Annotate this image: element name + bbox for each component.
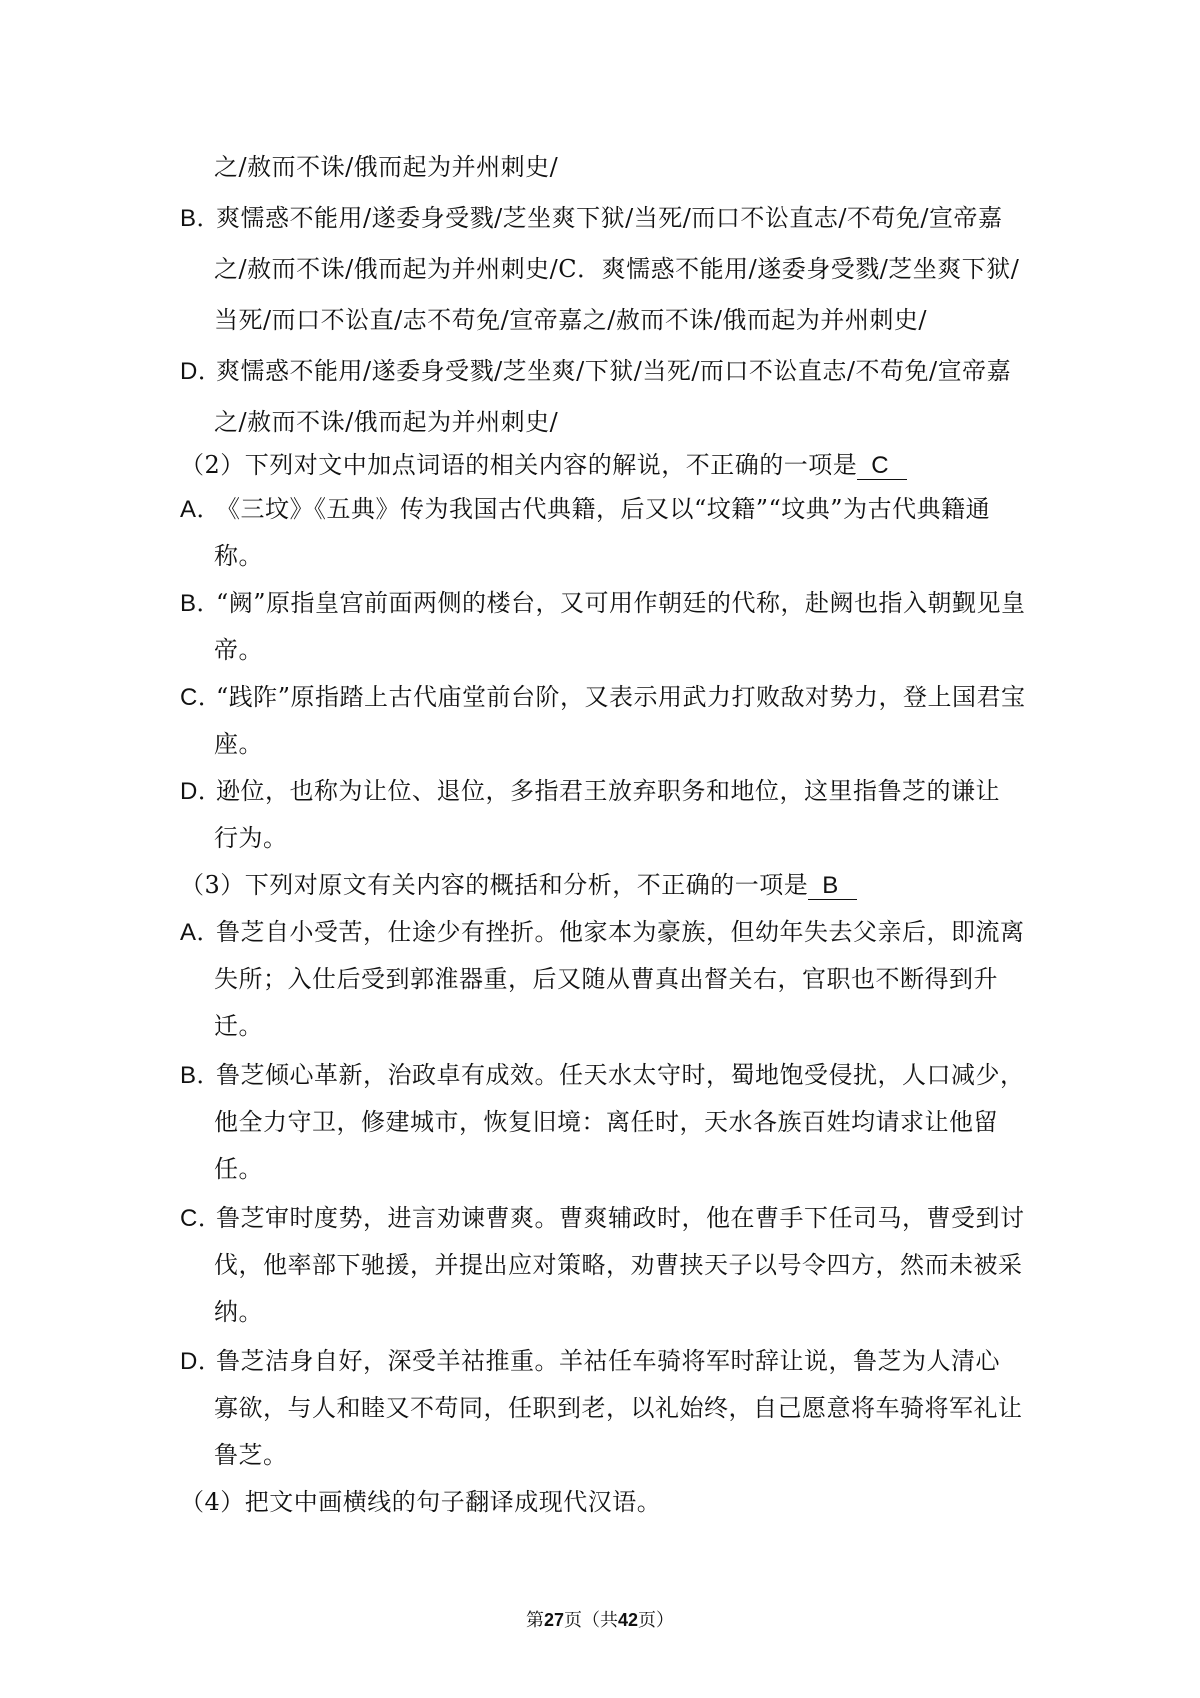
text: 帝。 xyxy=(214,636,263,664)
option-continuation xyxy=(214,964,998,994)
total-pages: 42 xyxy=(618,1610,639,1630)
option-text: 爽懦惑不能用/遂委身受戮/芝坐爽下狱/当死/而口不讼直志/不苟免/宣帝嘉 xyxy=(216,204,1003,232)
text: 当死/而口不讼直/志不苟免/宣帝嘉之/赦而不诛/俄而起为并州刺史/ xyxy=(214,306,928,334)
page-footer xyxy=(0,1608,1200,1633)
option-continuation xyxy=(214,1393,1023,1423)
question-text: （3）下列对原文有关内容的概括和分析，不正确的一项是 xyxy=(180,871,809,899)
option-text: 鲁芝自小受苦，仕途少有挫折。他家本为豪族，但幼年失去父亲后，即流离 xyxy=(216,918,1025,946)
q3-option-a xyxy=(180,917,1025,948)
option-text: “践阼”原指踏上古代庙堂前台阶，又表示用武力打败敌对势力，登上国君宝 xyxy=(216,683,1026,711)
option-continuation xyxy=(214,254,1019,284)
question-text: （4）把文中画横线的句子翻译成现代汉语。 xyxy=(180,1488,662,1516)
text: 之/赦而不诛/俄而起为并州刺史/ xyxy=(214,153,559,181)
text: 行为。 xyxy=(214,824,288,852)
option-text: 鲁芝审时度势，进言劝谏曹爽。曹爽辅政时，他在曹手下任司马，曹受到讨 xyxy=(216,1204,1025,1232)
option-label: A． xyxy=(180,496,222,523)
answer-blank: B xyxy=(808,873,857,900)
text: 纳。 xyxy=(214,1298,263,1326)
option-d xyxy=(180,356,1011,387)
option-continuation xyxy=(214,1440,288,1470)
option-text: 鲁芝倾心革新，治政卓有成效。任天水太守时，蜀地饱受侵扰，人口减少， xyxy=(216,1061,1025,1089)
option-continuation xyxy=(214,1107,998,1137)
q3-option-b xyxy=(180,1060,1025,1091)
q2-option-a xyxy=(180,494,990,525)
option-text: 《三坟》《五典》传为我国古代典籍，后又以“坟籍”“坟典”为古代典籍通 xyxy=(216,495,991,523)
q2-option-b xyxy=(180,588,1026,619)
text: 之/赦而不诛/俄而起为并州刺史/C．爽懦惑不能用/遂委身受戮/芝坐爽下狱/ xyxy=(214,255,1020,283)
option-continuation xyxy=(214,152,558,182)
footer-middle: 页（共 xyxy=(564,1610,618,1631)
footer-suffix: 页） xyxy=(638,1610,675,1631)
option-text: 逊位，也称为让位、退位，多指君王放弃职务和地位，这里指鲁芝的谦让 xyxy=(216,777,1000,805)
option-label: C． xyxy=(180,1205,223,1232)
q2-option-c xyxy=(180,682,1026,713)
option-continuation xyxy=(214,635,263,665)
option-continuation xyxy=(214,823,288,853)
option-text: 鲁芝洁身自好，深受羊祜推重。羊祜任车骑将军时辞让说，鲁芝为人清心 xyxy=(216,1347,1000,1375)
text: 任。 xyxy=(214,1155,263,1183)
option-continuation xyxy=(214,1154,263,1184)
option-continuation xyxy=(214,407,558,437)
option-label: D． xyxy=(180,1348,223,1375)
q3-option-c xyxy=(180,1203,1025,1234)
text: 称。 xyxy=(214,542,263,570)
option-label: D． xyxy=(180,358,223,385)
option-label: A． xyxy=(180,919,222,946)
question-text: （2）下列对文中加点词语的相关内容的解说，不正确的一项是 xyxy=(180,451,858,479)
option-continuation xyxy=(214,305,927,335)
option-label: B． xyxy=(180,1062,222,1089)
option-continuation xyxy=(214,729,263,759)
option-continuation xyxy=(214,1250,1023,1280)
text: 寡欲，与人和睦又不苟同，任职到老，以礼始终，自己愿意将车骑将军礼让 xyxy=(214,1394,1023,1422)
answer-blank: C xyxy=(857,453,907,480)
option-label: D． xyxy=(180,778,223,805)
option-label: B． xyxy=(180,590,222,617)
question-2-stem xyxy=(180,450,907,480)
option-label: C． xyxy=(180,684,223,711)
option-text: “阙”原指皇宫前面两侧的楼台，又可用作朝廷的代称，赴阙也指入朝觐见皇 xyxy=(216,589,1026,617)
option-continuation xyxy=(214,541,263,571)
option-text: 爽懦惑不能用/遂委身受戮/芝坐爽/下狱/当死/而口不讼直志/不苟免/宣帝嘉 xyxy=(216,357,1012,385)
page-number: 27 xyxy=(543,1610,564,1630)
text: 鲁芝。 xyxy=(214,1441,288,1469)
text: 失所；入仕后受到郭淮器重，后又随从曹真出督关右，官职也不断得到升 xyxy=(214,965,998,993)
q3-option-d xyxy=(180,1346,1000,1377)
option-b xyxy=(180,203,1003,234)
text: 座。 xyxy=(214,730,263,758)
option-continuation xyxy=(214,1011,263,1041)
text: 伐，他率部下驰援，并提出应对策略，劝曹挟天子以号令四方，然而未被采 xyxy=(214,1251,1023,1279)
text: 他全力守卫，修建城市，恢复旧境：离任时，天水各族百姓均请求让他留 xyxy=(214,1108,998,1136)
question-4-stem xyxy=(180,1487,661,1517)
question-3-stem xyxy=(180,870,857,900)
q2-option-d xyxy=(180,776,1000,807)
text: 之/赦而不诛/俄而起为并州刺史/ xyxy=(214,408,559,436)
option-continuation xyxy=(214,1297,263,1327)
text: 迁。 xyxy=(214,1012,263,1040)
footer-prefix: 第 xyxy=(525,1610,544,1631)
option-label: B． xyxy=(180,205,222,232)
